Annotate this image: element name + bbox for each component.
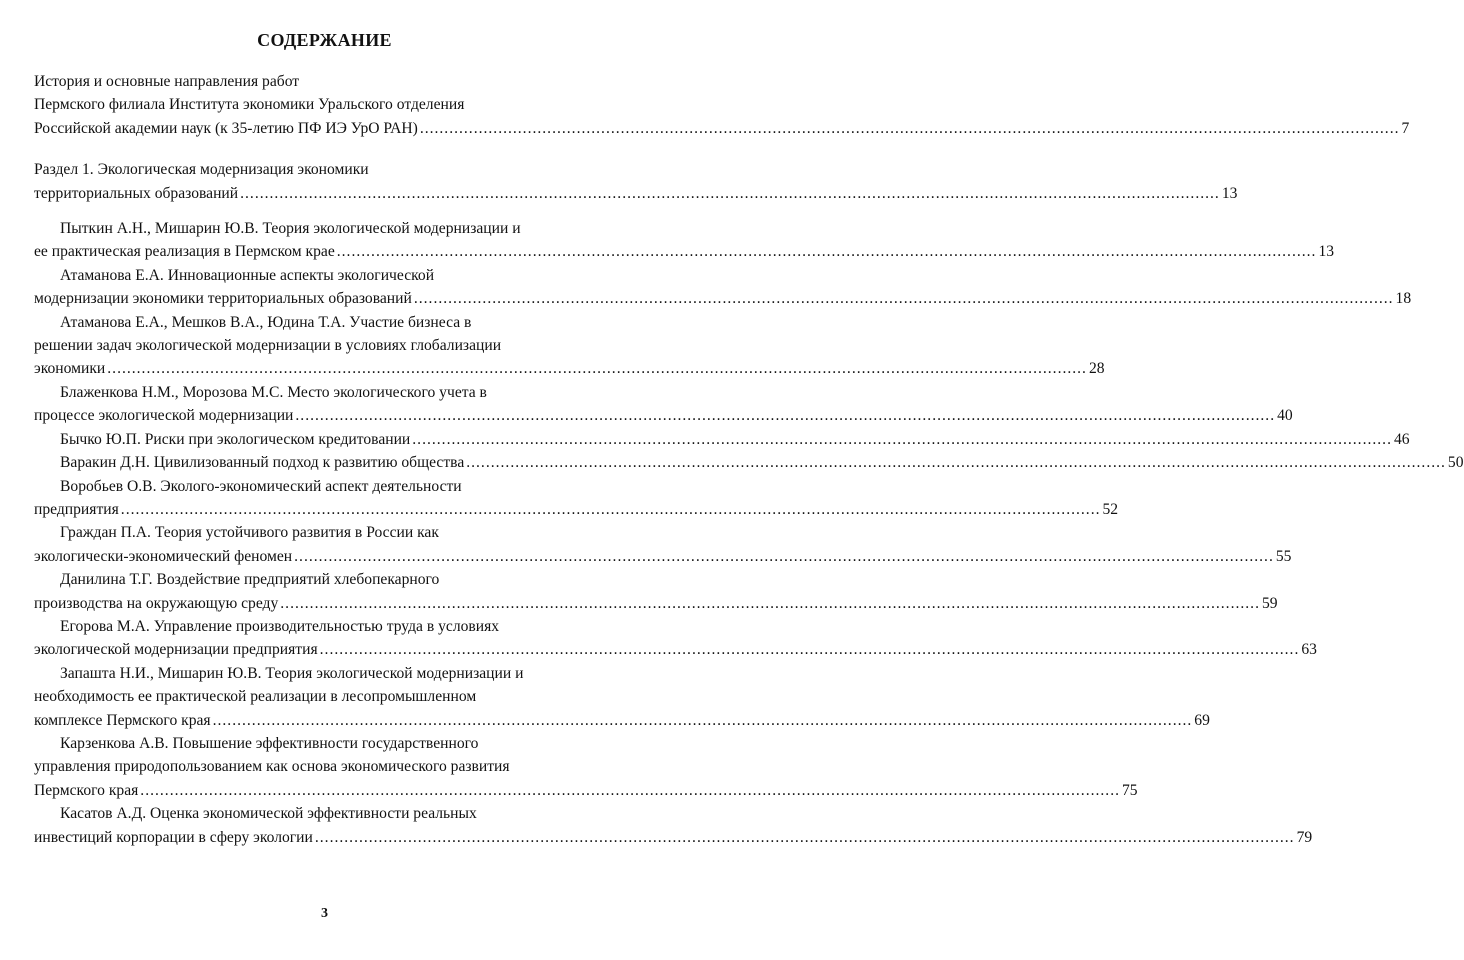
toc-page-number: 63 — [1301, 641, 1317, 659]
toc-entry-line: Граждан П.А. Теория устойчивого развития в России как — [60, 524, 439, 542]
toc-entry-line: модернизации экономики территориальных образований — [34, 290, 412, 308]
toc-page-number: 40 — [1277, 407, 1293, 425]
toc-leader-dots: ........................................................................................................................................................................................................ — [240, 184, 1220, 202]
toc-entry-line: процессе экологической модернизации — [34, 407, 294, 425]
toc-entry-egorova[interactable] — [34, 615, 1317, 662]
toc-entry-karzenkova[interactable] — [34, 732, 1138, 802]
toc-page-number: 13 — [1221, 184, 1238, 202]
toc-entry-zapashta[interactable] — [34, 662, 1210, 732]
toc-entry-grazhdan[interactable] — [34, 521, 1292, 568]
toc-entry-line: Варакин Д.Н. Цивилизованный подход к развитию общества — [60, 454, 465, 472]
toc-entry-line: комплексе Пермского края — [34, 711, 211, 729]
toc-page-number: 69 — [1194, 711, 1210, 729]
toc-entry-line: Атаманова Е.А., Мешков В.А., Юдина Т.А. Участие бизнеса в — [60, 313, 472, 331]
toc-entry-line: Бычко Ю.П. Риски при экологическом кредитовании — [60, 430, 411, 448]
toc-entry-line: Данилина Т.Г. Воздействие предприятий хлебопекарного — [60, 571, 440, 589]
toc-entry-line: управления природопользованием как основа экономического развития — [34, 758, 510, 776]
page-title: СОДЕРЖАНИЕ — [257, 30, 392, 50]
toc-page-number: 52 — [1102, 500, 1119, 518]
toc-entry-line: предприятия — [34, 500, 119, 518]
toc-entry-line: решении задач экологической модернизации в условиях глобализации — [34, 337, 502, 355]
toc-entry-vorobiev[interactable] — [34, 475, 1119, 522]
toc-entry-line: Раздел 1. Экологическая модернизация экономики — [34, 161, 369, 179]
toc-leader-dots: ........................................................................................................................................................................................................ — [319, 641, 1300, 659]
toc-leader-dots: ........................................................................................................................................................................................................ — [294, 547, 1274, 565]
toc-leader-dots: ........................................................................................................................................................................................................ — [140, 781, 1120, 799]
toc-entry-line: необходимость ее практической реализации в лесопромышленном — [34, 688, 477, 706]
toc-entry-section-1[interactable] — [34, 158, 1238, 205]
toc-entry-line: Пыткин А.Н., Мишарин Ю.В. Теория экологической модернизации и — [60, 220, 521, 238]
toc-entry-line: инвестиций корпорации в сферу экологии — [34, 828, 313, 846]
toc-leader-dots: ........................................................................................................................................................................................................ — [412, 430, 1392, 448]
toc-entry-line: Российской академии наук (к 35-летию ПФ ИЭ УрО РАН) — [34, 119, 418, 137]
toc-entry-varakin[interactable] — [34, 451, 1464, 474]
toc-page-number: 18 — [1395, 290, 1412, 308]
toc-page-number: 50 — [1447, 454, 1464, 472]
toc-page-number: 13 — [1318, 243, 1335, 261]
toc-entry-line: Запашта Н.И., Мишарин Ю.В. Теория экологической модернизации и — [60, 664, 524, 682]
toc-leader-dots: ........................................................................................................................................................................................................ — [314, 828, 1295, 846]
toc-entry-line: ее практическая реализация в Пермском крае — [34, 243, 335, 261]
toc-entry-atamanova-meshkov[interactable] — [34, 311, 1105, 381]
toc-entry-line: Воробьев О.В. Эколого-экономический аспект деятельности — [60, 477, 462, 495]
toc-entry-line: Егорова М.А. Управление производительностью труда в условиях — [60, 617, 500, 635]
toc-page-number: 7 — [1401, 119, 1410, 137]
toc-entry-bychko[interactable] — [34, 428, 1410, 451]
toc-entry-line: Атаманова Е.А. Инновационные аспекты экологической — [60, 266, 435, 284]
toc-entry-line: История и основные направления работ — [34, 73, 300, 90]
toc-entry-line: Карзенкова А.В. Повышение эффективности государственного — [60, 734, 479, 752]
toc-entry-pytkin[interactable] — [34, 217, 1335, 264]
toc-page-number: 79 — [1296, 828, 1313, 846]
toc-entry-line: Касатов А.Д. Оценка экономической эффективности реальных — [60, 805, 477, 823]
toc-entry-line: территориальных образований — [34, 184, 239, 202]
toc-entry-line: производства на окружающую среду — [34, 594, 279, 612]
toc-entry-danilina[interactable] — [34, 568, 1278, 615]
toc-entry-blazhenkova[interactable] — [34, 381, 1293, 428]
toc-leader-dots: ........................................................................................................................................................................................................ — [295, 407, 1276, 425]
toc-entry-line: экологической модернизации предприятия — [34, 641, 318, 659]
toc-leader-dots: ........................................................................................................................................................................................................ — [212, 711, 1193, 729]
toc-entry-line: Пермского края — [34, 781, 139, 799]
toc-leader-dots: ........................................................................................................................................................................................................ — [280, 594, 1260, 612]
toc-entry-line: Блаженкова Н.М., Морозова М.С. Место экологического учета в — [60, 383, 487, 401]
toc-entry-history[interactable] — [34, 70, 1410, 140]
page-number: 3 — [321, 906, 328, 921]
toc-entry-atamanova[interactable] — [34, 264, 1412, 311]
toc-page-number: 75 — [1121, 781, 1138, 799]
toc-entry-kasatov[interactable] — [34, 802, 1313, 849]
toc-leader-dots: ........................................................................................................................................................................................................ — [120, 500, 1101, 518]
toc-leader-dots: ........................................................................................................................................................................................................ — [107, 360, 1087, 378]
toc-page-number: 59 — [1261, 594, 1278, 612]
toc-entry-line: экологически-экономический феномен — [34, 547, 293, 565]
toc-entry-line: Пермского филиала Института экономики Уральского отделения — [34, 96, 465, 114]
toc-leader-dots: ........................................................................................................................................................................................................ — [336, 243, 1317, 261]
toc-page-number: 28 — [1088, 360, 1105, 378]
toc-leader-dots: ........................................................................................................................................................................................................ — [419, 119, 1400, 137]
toc-page-number: 46 — [1393, 430, 1410, 448]
toc-leader-dots: ........................................................................................................................................................................................................ — [413, 290, 1394, 308]
table-of-contents — [34, 70, 1464, 849]
toc-leader-dots: ........................................................................................................................................................................................................ — [466, 454, 1446, 472]
toc-entry-line: экономики — [34, 360, 106, 378]
toc-page-number: 55 — [1275, 547, 1292, 565]
